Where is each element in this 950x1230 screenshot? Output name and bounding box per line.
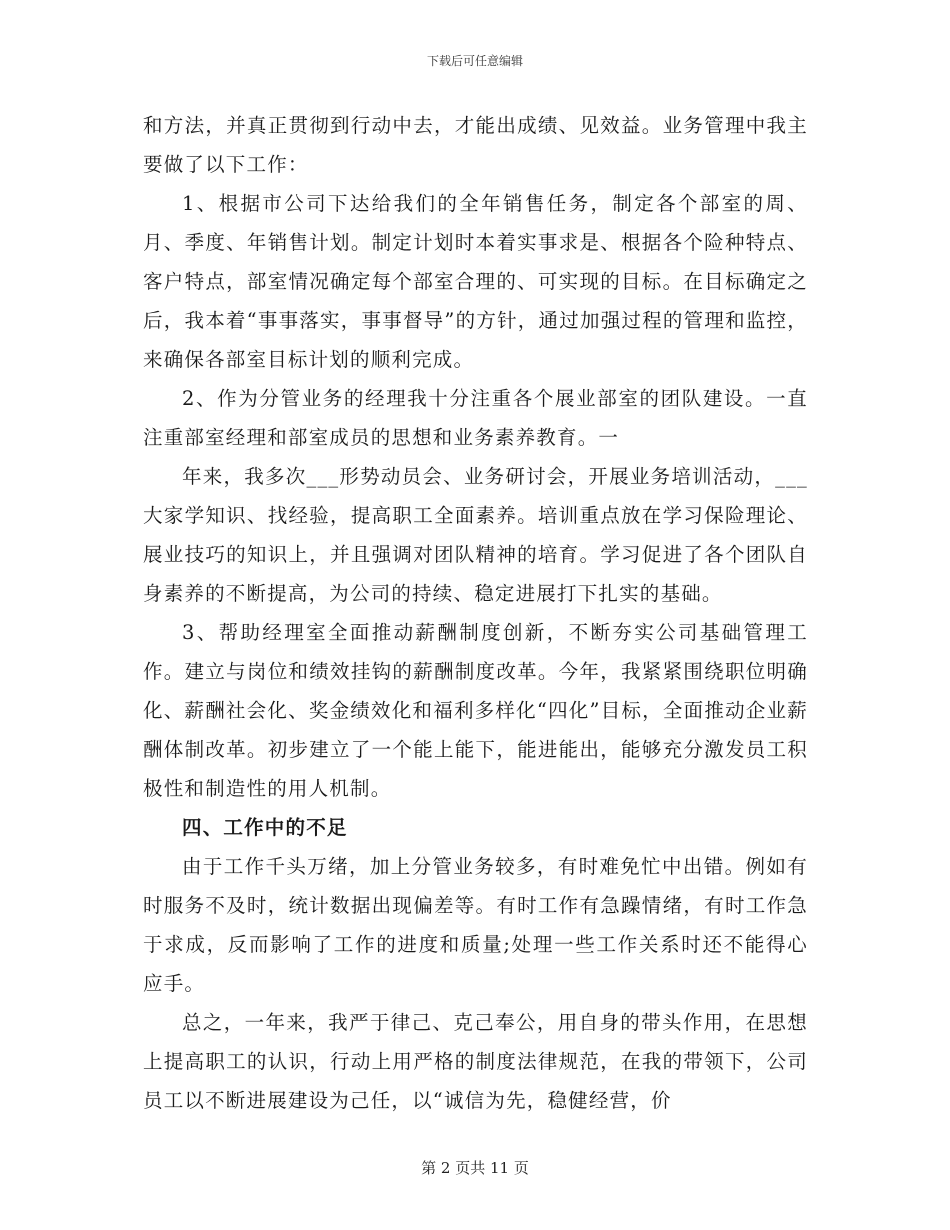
paragraph-shortcomings: 由于工作千头万绪，加上分管业务较多，有时难免忙中出错。例如有时服务不及时，统计数据出现偏差等。有时工作有急躁情绪，有时工作急于求成，反而影响了工作的进度和质量;处理一些工作关系时还不能得心应手。 [143, 855, 808, 995]
page-header: 下载后可任意编辑 [426, 54, 523, 68]
page-footer: 第 2 页共 11 页 [421, 1159, 529, 1177]
document-body [143, 106, 808, 1120]
section-heading-shortcomings: 四、工作中的不足 [182, 816, 348, 839]
paragraph-item-3: 3、帮助经理室全面推动薪酬制度创新，不断夯实公司基础管理工作。建立与岗位和绩效挂钩的薪酬制度改革。今年，我紧紧围绕职位明确化、薪酬社会化、奖金绩效化和福利多样化“四化”目标，全面推动企业薪酬体制改革。初步建立了一个能上能下，能进能出，能够充分激发员工积极性和制造性的用人机制。 [143, 621, 808, 800]
paragraph-summary: 总之，一年来，我严于律己、克己奉公，用自身的带头作用，在思想上提高职工的认识，行动上用严格的制度法律规范，在我的带领下，公司员工以不断进展建设为己任，以“诚信为先，稳健经营，价 [143, 1011, 808, 1112]
paragraph-item-2: 2、作为分管业务的经理我十分注重各个展业部室的团队建设。一直注重部室经理和部室成员的思想和业务素养教育。一 [143, 387, 808, 449]
paragraph-item-2-continued: 年来，我多次___形势动员会、业务研讨会，开展业务培训活动，___大家学知识、找经验，提高职工全面素养。培训重点放在学习保险理论、展业技巧的知识上，并且强调对团队精神的培育。学习促进了各个团队自身素养的不断提高，为公司的持续、稳定进展打下扎实的基础。 [143, 465, 808, 605]
paragraph-item-1: 1、根据市公司下达给我们的全年销售任务，制定各个部室的周、月、季度、年销售计划。制定计划时本着实事求是、根据各个险种特点、客户特点，部室情况确定每个部室合理的、可实现的目标。在目标确定之后，我本着“事事落实，事事督导”的方针，通过加强过程的管理和监控，来确保各部室目标计划的顺利完成。 [143, 192, 808, 371]
paragraph-intro: 和方法，并真正贯彻到行动中去，才能出成绩、见效益。业务管理中我主要做了以下工作： [143, 114, 808, 176]
